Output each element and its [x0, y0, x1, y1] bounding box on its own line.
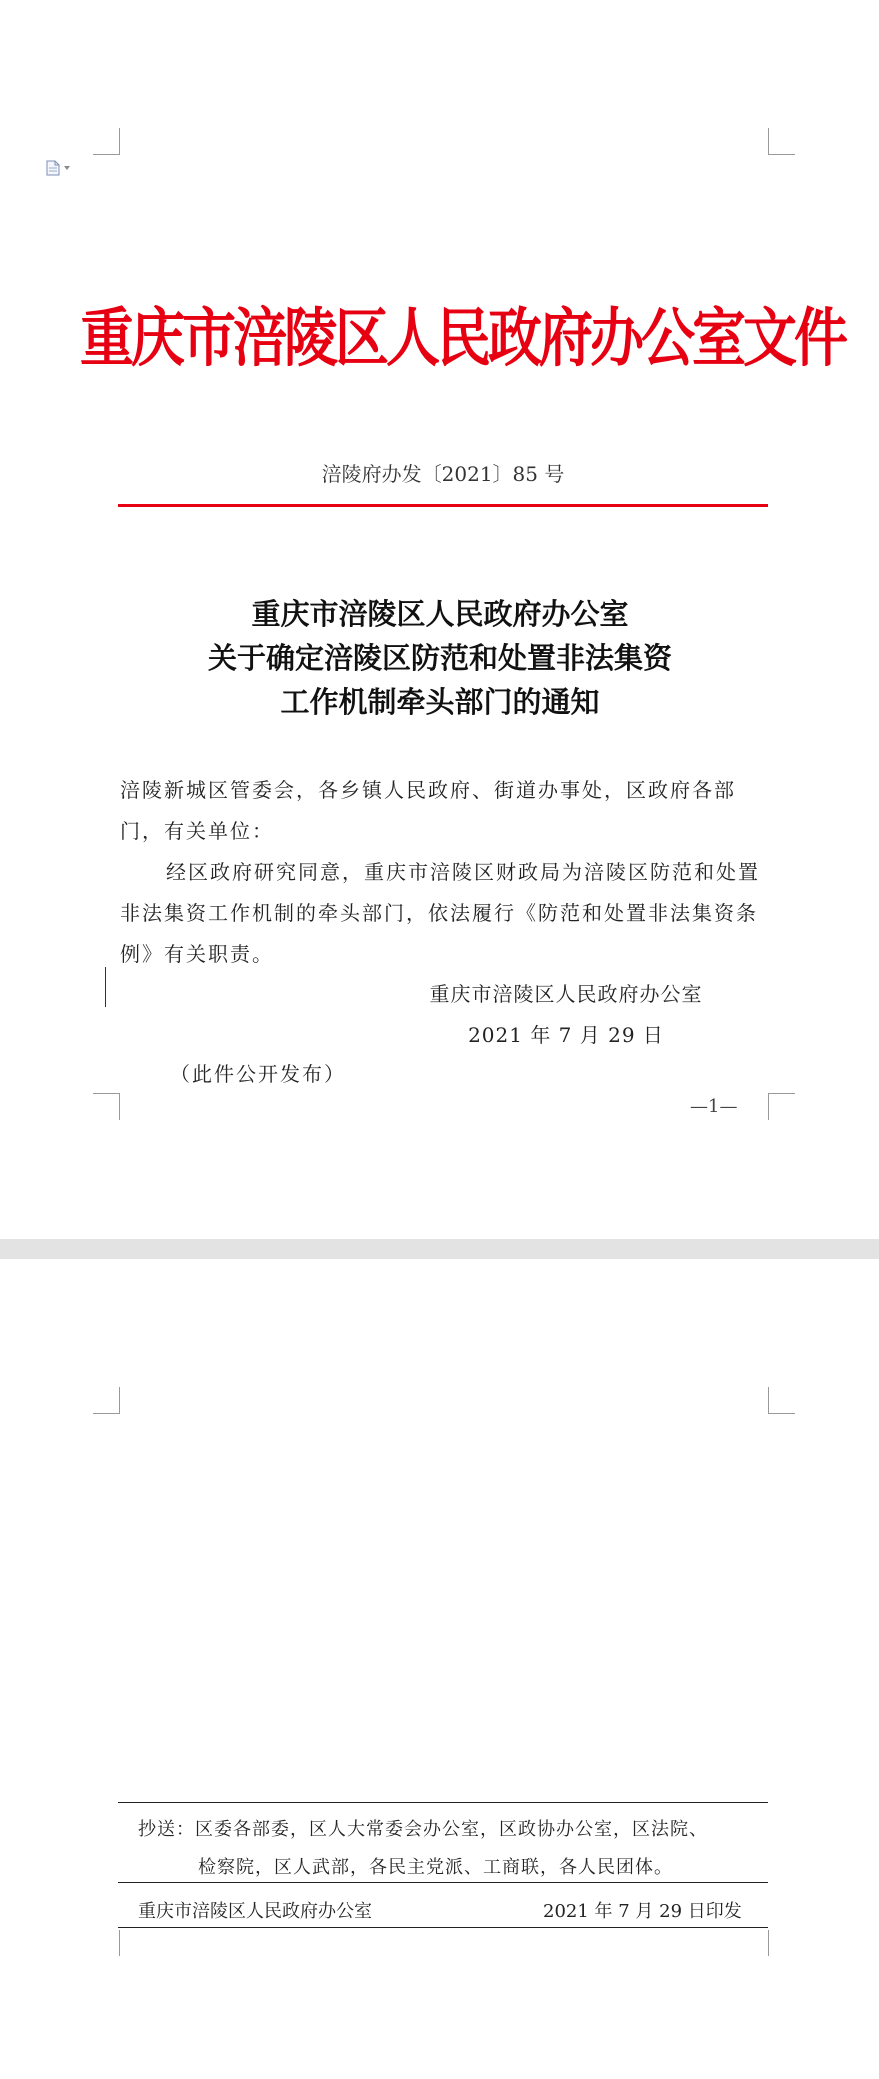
text-cursor: [105, 967, 106, 1007]
notice-title-line: 重庆市涪陵区人民政府办公室: [251, 597, 629, 631]
copy-to-line: 抄送：区委各部委，区人大常委会办公室，区政协办公室，区法院、: [138, 1819, 708, 1840]
body-paragraph: 经区政府研究同意，重庆市涪陵区财政局为涪陵区防范和处置非法集资工作机制的牵头部门，依法履行《防范和处置非法集资条例》有关职责。: [120, 860, 760, 966]
copy-to-bottom-rule: [118, 1882, 768, 1883]
copy-to-line: 检察院，区人武部，各民主党派、工商联，各人民团体。: [198, 1857, 673, 1878]
notice-title-line: 工作机制牵头部门的通知: [280, 685, 600, 719]
notice-title: [100, 592, 780, 724]
signature-organization: 重庆市涪陵区人民政府办公室: [429, 982, 703, 1006]
document-page-2: [0, 1259, 879, 2079]
copy-to-top-rule: [118, 1802, 768, 1803]
margin-mark-bottom-right: [768, 1093, 795, 1120]
print-date: 2021 年 7 月 29 日印发: [543, 1901, 742, 1922]
document-header-title: 重庆市涪陵区人民政府办公室文件: [80, 299, 845, 376]
document-icon[interactable]: [46, 160, 60, 176]
footer-bottom-rule: [118, 1927, 768, 1928]
notice-title-line: 关于确定涪陵区防范和处置非法集资: [207, 641, 672, 675]
margin-mark-top-left: [93, 128, 120, 155]
addressee-paragraph: 涪陵新城区管委会，各乡镇人民政府、街道办事处，区政府各部门，有关单位：: [120, 778, 736, 843]
margin-mark-bottom-left: [93, 1930, 120, 1956]
document-number: 涪陵府办发〔2021〕85 号: [321, 462, 565, 486]
red-divider-line: [118, 504, 768, 507]
margin-mark-top-right: [768, 1387, 795, 1414]
margin-mark-top-left: [93, 1387, 120, 1414]
chevron-down-icon[interactable]: [64, 166, 70, 170]
margin-mark-bottom-right: [768, 1930, 795, 1956]
issuer-name: 重庆市涪陵区人民政府办公室: [138, 1901, 372, 1922]
public-release-note: （此件公开发布）: [170, 1062, 346, 1086]
signature-date: 2021 年 7 月 29 日: [468, 1023, 664, 1047]
page-number: —1—: [690, 1096, 738, 1117]
margin-mark-top-right: [768, 128, 795, 155]
margin-mark-bottom-left: [93, 1093, 120, 1120]
